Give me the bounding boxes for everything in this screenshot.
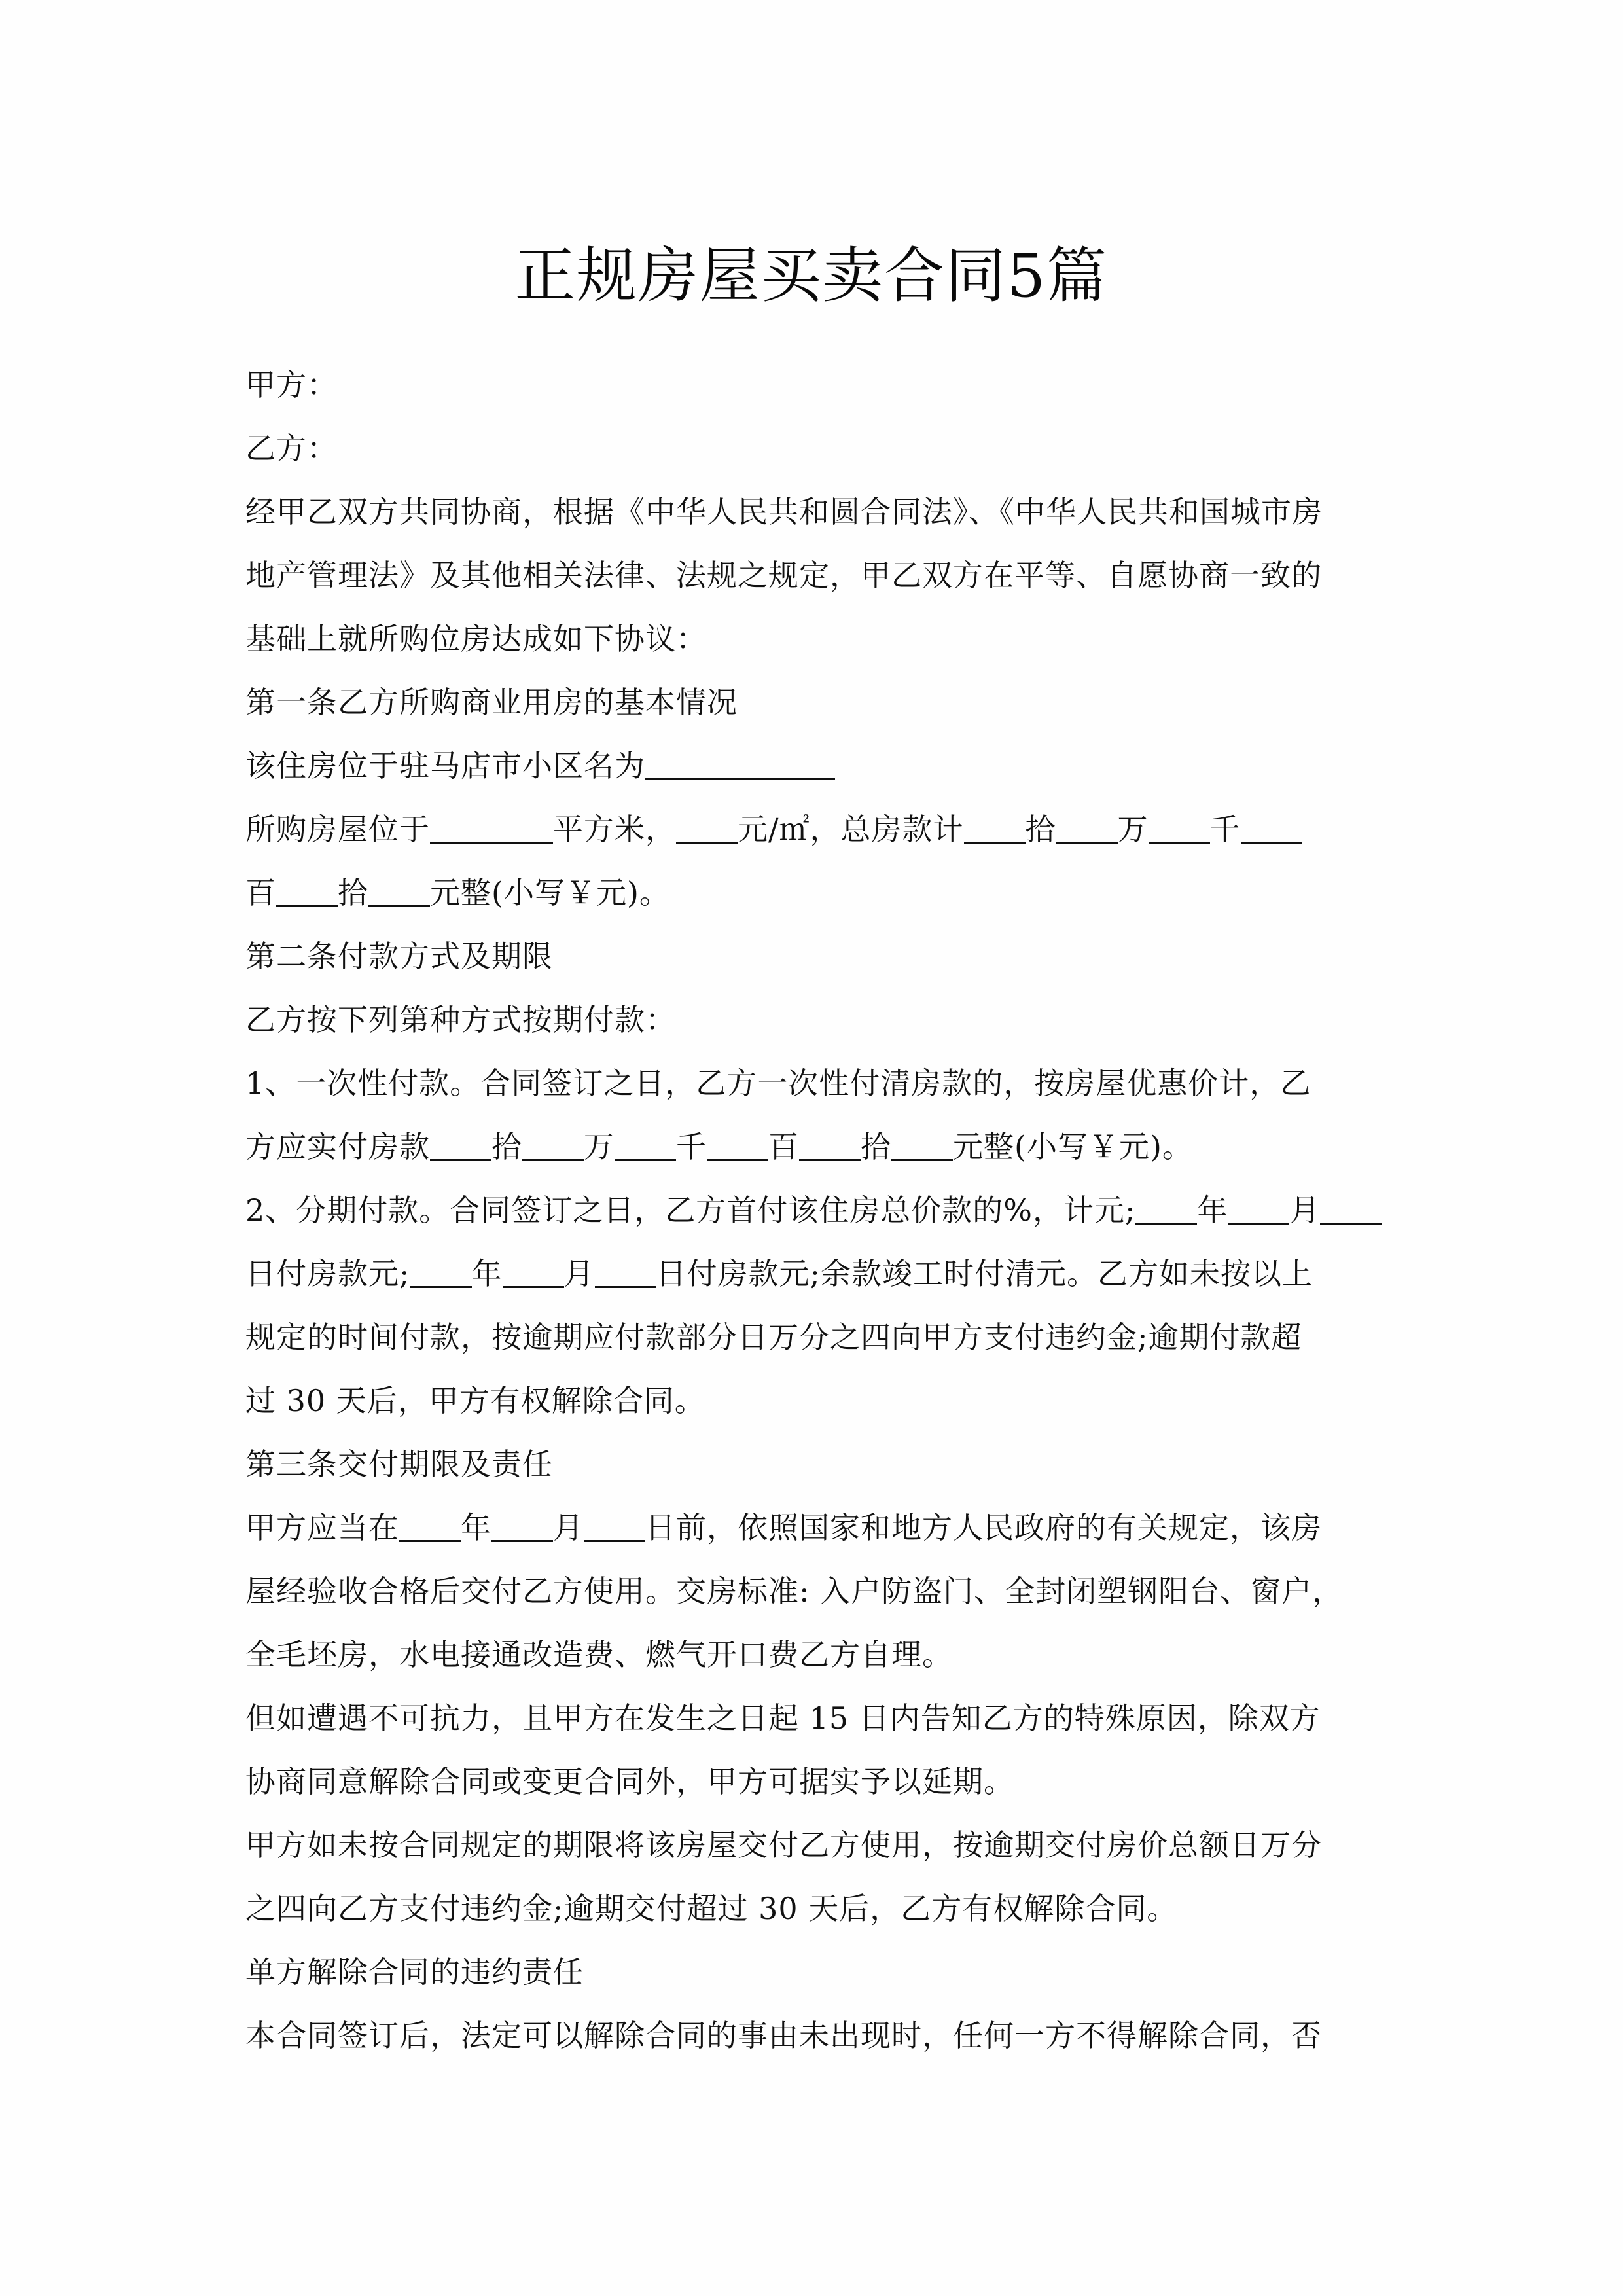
intro-line-1: 经甲乙双方共同协商，根据《中华人民共和圆合同法》、《中华人民共和国城市房 xyxy=(245,494,1323,529)
article-2-option2-line2 xyxy=(245,1242,1378,1306)
option1-unit-qian: 千 xyxy=(676,1129,707,1164)
article-1-location xyxy=(245,734,1378,798)
total-shi-wan-blank[interactable] xyxy=(964,804,1026,844)
unit-shi: 拾 xyxy=(1025,812,1056,847)
termination-heading: 单方解除合同的违约责任 xyxy=(245,1954,584,1990)
article-2-heading: 第二条付款方式及期限 xyxy=(245,939,553,974)
total-yuan-suffix: 元整(小写￥元)。 xyxy=(430,875,670,910)
total-yuan-blank[interactable] xyxy=(368,867,430,907)
article3-prefix: 甲方应当在 xyxy=(245,1510,399,1545)
option1-blank-6[interactable] xyxy=(891,1121,953,1161)
option1-prefix: 方应实付房款 xyxy=(245,1129,430,1164)
article-1-heading: 第一条乙方所购商业用房的基本情况 xyxy=(245,685,738,720)
force-majeure-line1: 但如遭遇不可抗力，且甲方在发生之日起 15 日内告知乙方的特殊原因，除双方 xyxy=(245,1700,1321,1736)
unit-shi-2: 拾 xyxy=(338,875,368,910)
delivery-month-blank[interactable] xyxy=(491,1502,553,1542)
price-unit: 元/㎡，总房款计 xyxy=(738,812,964,847)
delivery-year-label: 年 xyxy=(461,1510,491,1545)
article-3-line2: 屋经验收合格后交付乙方使用。交房标准: 入户防盗门、全封闭塑钢阳台、窗户， xyxy=(245,1573,1344,1609)
option1-blank-2[interactable] xyxy=(522,1121,584,1161)
article-2-method: 乙方按下列第种方式按期付款： xyxy=(245,1002,676,1037)
force-majeure-line2: 协商同意解除合同或变更合同外，甲方可据实予以延期。 xyxy=(245,1764,1014,1799)
delivery-day-blank[interactable] xyxy=(584,1502,645,1542)
unit-bai: 百 xyxy=(245,875,276,910)
option2-month-label-1: 月 xyxy=(1289,1193,1321,1228)
article-2-option2-line1 xyxy=(245,1179,1378,1242)
document-body xyxy=(245,353,1378,2068)
unit-qian: 千 xyxy=(1209,812,1241,847)
delay-line2: 之四向乙方支付违约金;逾期交付超过 30 天后，乙方有权解除合同。 xyxy=(245,1891,1178,1926)
option1-unit-wan: 万 xyxy=(584,1129,615,1164)
option2-year-label-1: 年 xyxy=(1197,1193,1228,1228)
area-prefix: 所购房屋位于 xyxy=(245,812,430,847)
unit-price-blank[interactable] xyxy=(676,804,738,844)
delay-line1: 甲方如未按合同规定的期限将该房屋交付乙方使用，按逾期交付房价总额日万分 xyxy=(245,1827,1322,1863)
option2-year-label-2: 年 xyxy=(471,1256,503,1291)
option1-blank-1[interactable] xyxy=(430,1121,491,1161)
total-wan-blank[interactable] xyxy=(1056,804,1118,844)
option1-blank-4[interactable] xyxy=(707,1121,768,1161)
party-b-label: 乙方： xyxy=(245,431,338,466)
area-unit: 平方米， xyxy=(553,812,676,847)
option1-unit-shi-wan: 拾 xyxy=(491,1129,522,1164)
article-2-option1-line1: 1、一次性付款。合同签订之日，乙方一次性付清房款的，按房屋优惠价计，乙 xyxy=(245,1066,1311,1101)
total-bai-blank[interactable] xyxy=(1241,804,1302,844)
total-shi-blank[interactable] xyxy=(276,867,338,907)
intro-line-3: 基础上就所购位房达成如下协议： xyxy=(245,621,707,656)
option2-year-blank-2[interactable] xyxy=(410,1248,472,1288)
option1-blank-5[interactable] xyxy=(799,1121,861,1161)
article-3-line3: 全毛坯房，水电接通改造费、燃气开口费乙方自理。 xyxy=(245,1637,953,1672)
party-a-label: 甲方： xyxy=(245,367,338,403)
community-name-blank[interactable] xyxy=(645,740,835,780)
option1-blank-3[interactable] xyxy=(615,1121,676,1161)
article-3-heading: 第三条交付期限及责任 xyxy=(245,1446,553,1482)
delivery-year-blank[interactable] xyxy=(399,1502,461,1542)
option2-month-blank-1[interactable] xyxy=(1228,1185,1289,1225)
total-qian-blank[interactable] xyxy=(1149,804,1210,844)
option2-year-blank-1[interactable] xyxy=(1135,1185,1197,1225)
delivery-month-label: 月 xyxy=(553,1510,584,1545)
option1-unit-shi: 拾 xyxy=(861,1129,891,1164)
option2-line2-b: 日付房款元;余款竣工时付清元。乙方如未按以上 xyxy=(656,1256,1313,1291)
article-1-area-price xyxy=(245,798,1378,861)
article-2-option1-line2 xyxy=(245,1115,1378,1179)
option2-month-blank-2[interactable] xyxy=(503,1248,564,1288)
article3-suffix: 日前，依照国家和地方人民政府的有关规定，该房 xyxy=(645,1510,1322,1545)
document-title: 正规房屋买卖合同5篇 xyxy=(514,240,1109,311)
option2-day-blank-2[interactable] xyxy=(595,1248,656,1288)
option1-unit-bai: 百 xyxy=(768,1129,799,1164)
article-3-line1 xyxy=(245,1496,1378,1560)
option2-month-label-2: 月 xyxy=(563,1256,595,1291)
termination-line1: 本合同签订后，法定可以解除合同的事由未出现时，任何一方不得解除合同，否 xyxy=(245,2018,1322,2053)
unit-wan: 万 xyxy=(1117,812,1149,847)
location-label: 该住房位于驻马店市小区名为 xyxy=(245,748,645,783)
option2-day-blank-1[interactable] xyxy=(1320,1185,1382,1225)
intro-line-2: 地产管理法》及其他相关法律、法规之规定，甲乙双方在平等、自愿协商一致的 xyxy=(245,558,1322,593)
option2-prefix: 2、分期付款。合同签订之日，乙方首付该住房总价款的%，计元; xyxy=(245,1193,1136,1228)
option1-suffix: 元整(小写￥元)。 xyxy=(953,1129,1193,1164)
area-blank[interactable] xyxy=(430,804,553,844)
article-2-option2-line3: 规定的时间付款，按逾期应付款部分日万分之四向甲方支付违约金;逾期付款超 xyxy=(245,1319,1302,1355)
article-1-total xyxy=(245,861,1378,925)
option2-line2-a: 日付房款元; xyxy=(245,1256,410,1291)
article-2-option2-line4: 过 30 天后，甲方有权解除合同。 xyxy=(245,1383,705,1418)
